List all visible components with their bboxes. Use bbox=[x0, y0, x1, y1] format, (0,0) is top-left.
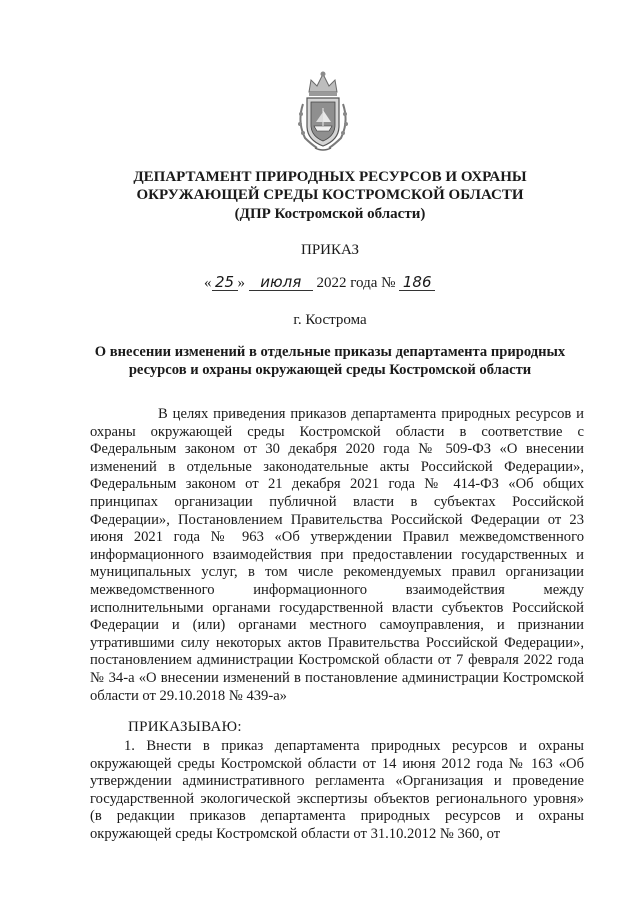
coat-of-arms-icon bbox=[295, 70, 351, 152]
order-item-1: 1. Внести в приказ департамента природных ресурсов и охраны окружающей среды Костромской области от 14 июня 2012 года № 163 «Об утверждении административного регламента «Организация и проведение государственной экологической экспертизы объектов регионального уровня» (в редакции приказов департамента природных ресурсов и охраны окружающей среды Костромской области от 31.10.2012 № 360, от bbox=[90, 738, 584, 842]
document-type-title: ПРИКАЗ bbox=[301, 242, 359, 258]
order-command-word: ПРИКАЗЫВАЮ: bbox=[128, 719, 242, 735]
city-name: г. Кострома bbox=[293, 312, 367, 328]
order-month: июля bbox=[249, 274, 313, 291]
order-number: 186 bbox=[399, 274, 435, 291]
department-name-line2: ОКРУЖАЮЩЕЙ СРЕДЫ КОСТРОМСКОЙ ОБЛАСТИ bbox=[136, 187, 524, 203]
order-day: 25 bbox=[212, 274, 238, 291]
department-name-line1: ДЕПАРТАМЕНТ ПРИРОДНЫХ РЕСУРСОВ И ОХРАНЫ bbox=[133, 169, 527, 185]
department-short-name: (ДПР Костромской области) bbox=[234, 206, 426, 222]
date-close-quote: » bbox=[237, 275, 245, 291]
order-year-text: 2022 года № bbox=[316, 275, 396, 291]
order-subject: О внесении изменений в отдельные приказы департамента природных ресурсов и охраны окружающей среды Костромской области bbox=[94, 344, 566, 378]
preamble-paragraph: В целях приведения приказов департамента природных ресурсов и охраны окружающей среды Костромской области в соответствие с Федеральным законом от 30 декабря 2020 года № 509-ФЗ «О внесении изменений в отдельные законодательные акты Российской Федерации», Федеральным законом от 21 декабря 2021 года № 414-ФЗ «Об общих принципах организации публичной власти в субъектах Российской Федерации», Постановлением Правительства Российской Федерации от 23 июня 2021 года № 963 «Об утверждении Правил межведомственного информационного взаимодействия при предоставлении государственных и муниципальных услуг, в том числе рекомендуемых правил организации межведомственного информационного взаимодействия между исполнительными органами государственной власти субъектов Российской Федерации и (или) органами местного самоуправления, и признании утратившими силу некоторых актов Правительства Российской Федерации», постановлением администрации Костромской области от 7 февраля 2022 года № 34-а «О внесении изменений в постановление администрации Костромской области от 29.10.2018 № 439-а» bbox=[90, 406, 584, 704]
order-date-line bbox=[204, 274, 435, 292]
date-open-quote: « bbox=[204, 275, 212, 291]
